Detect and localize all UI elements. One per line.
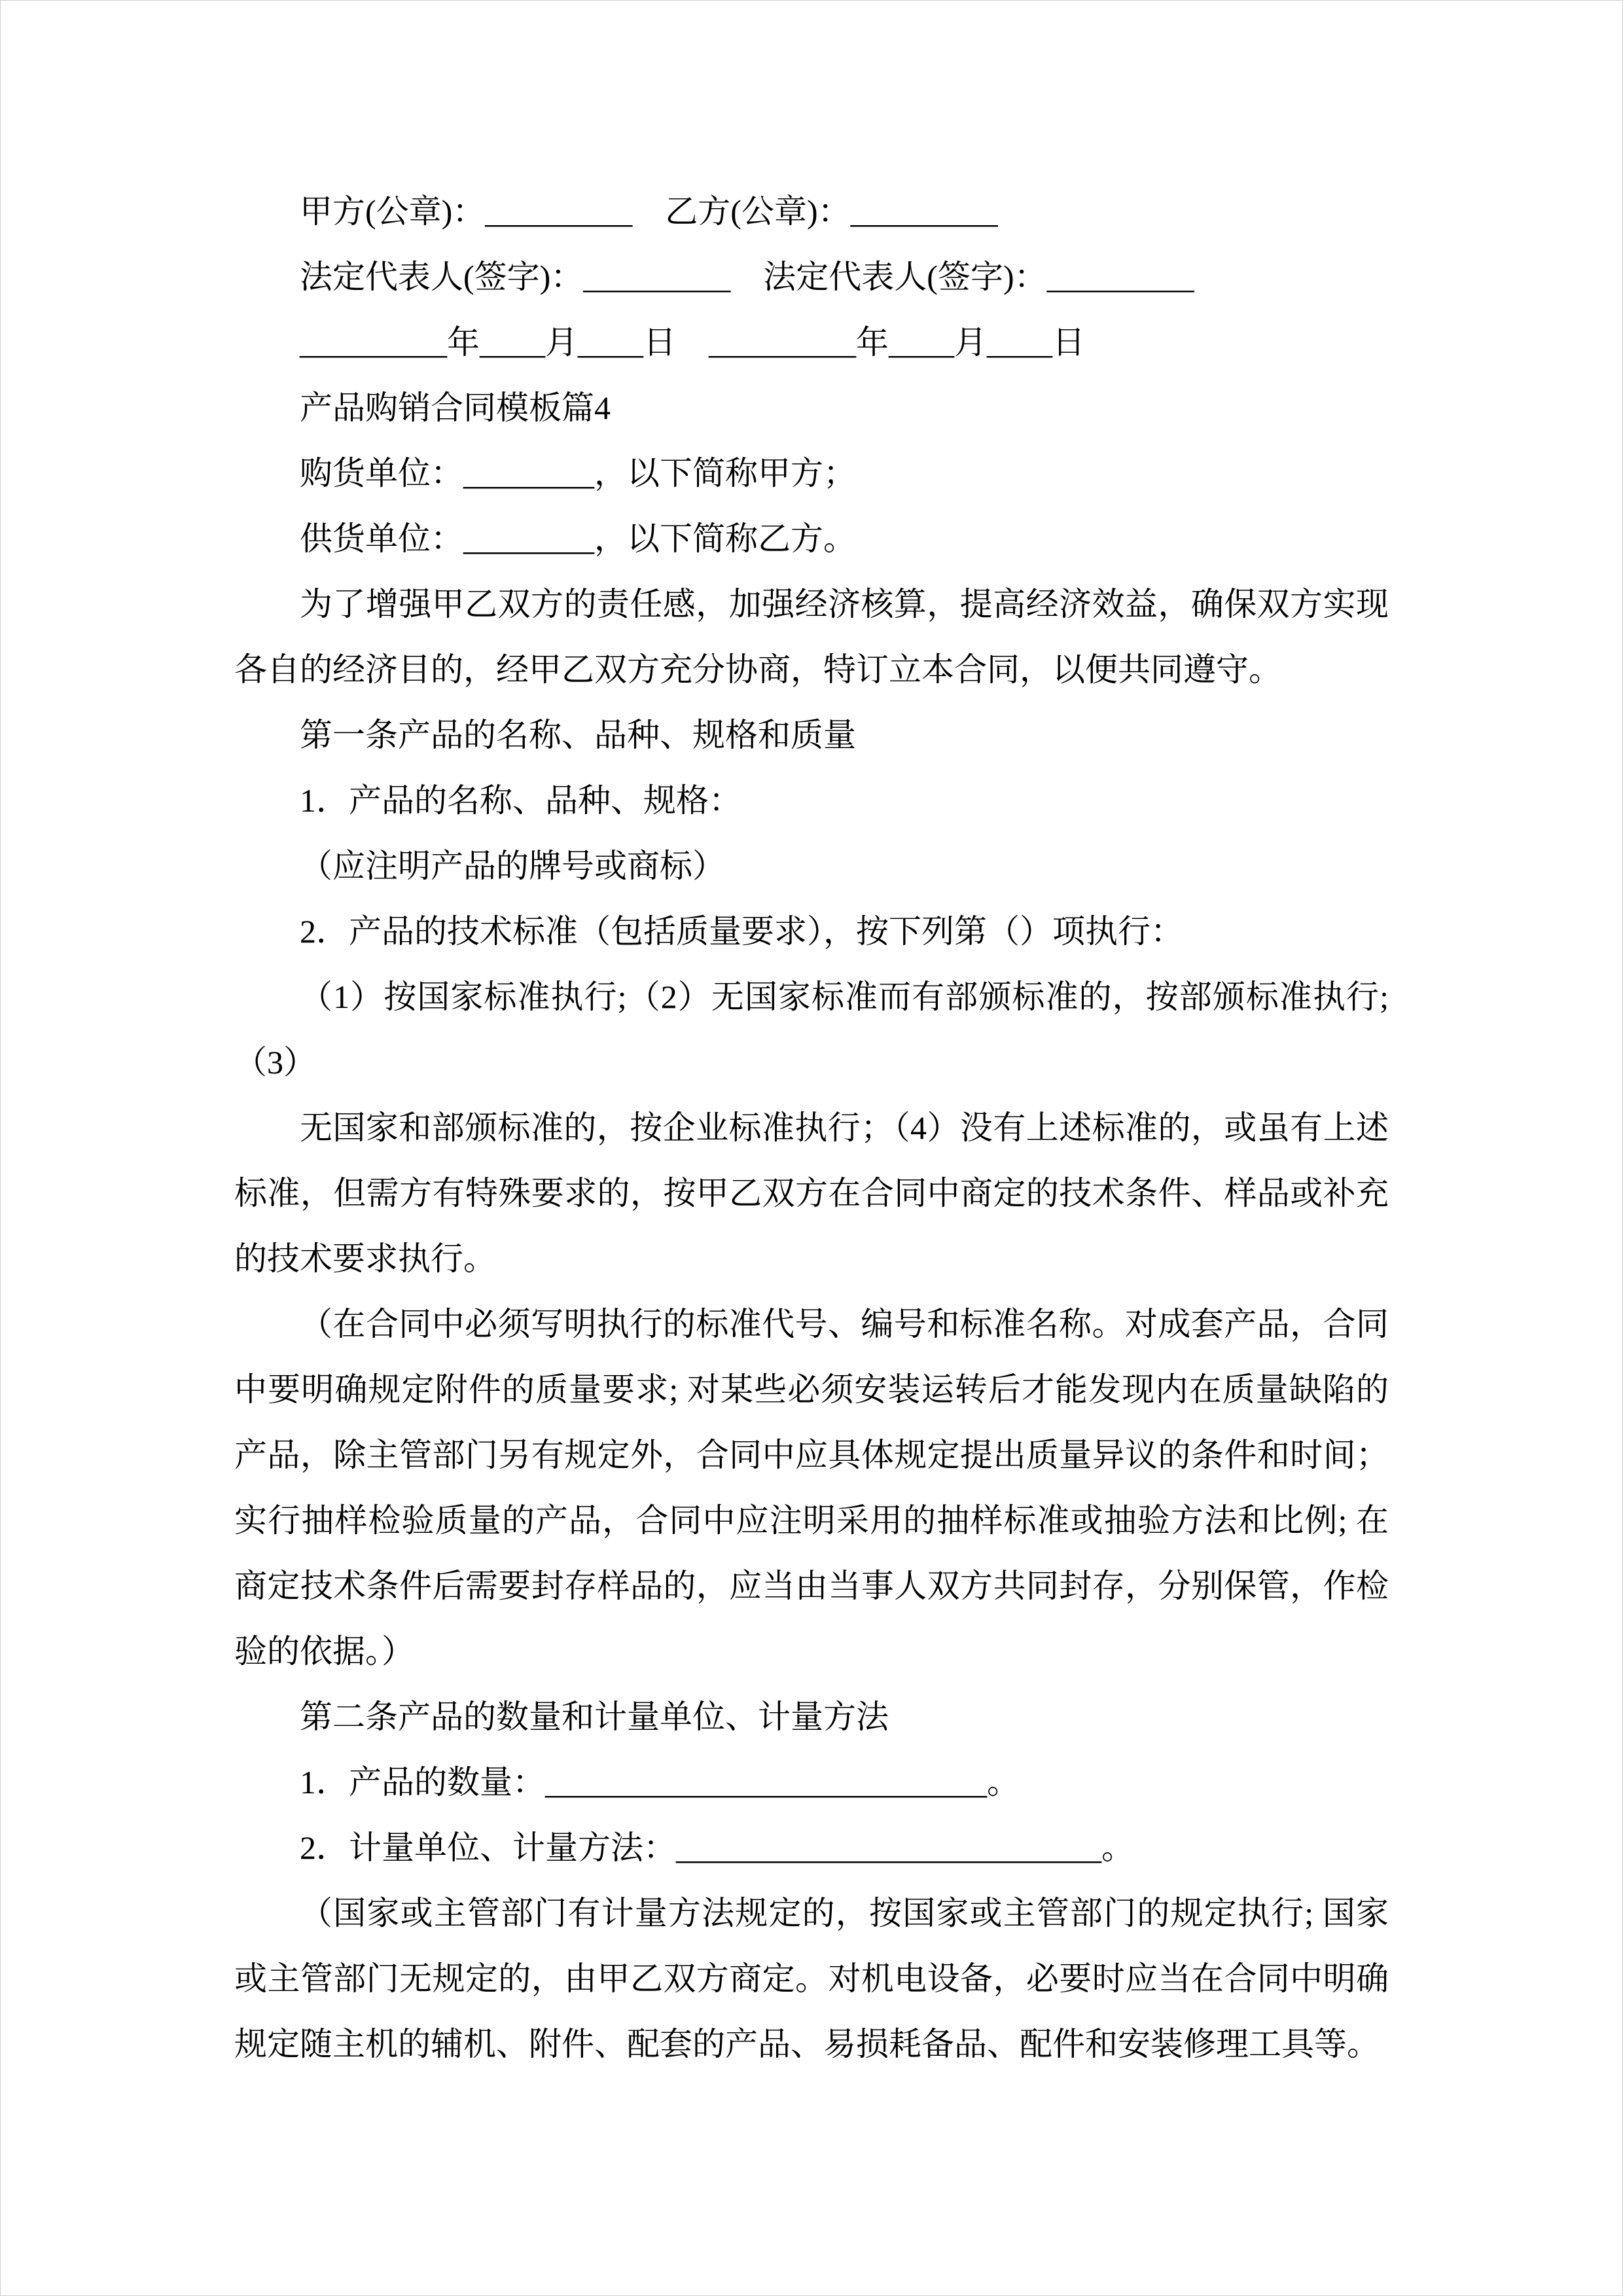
article2-heading: 第二条产品的数量和计量单位、计量方法 [300, 1698, 889, 1735]
date-line: _________年____月____日 _________年____月____日 [300, 324, 1085, 361]
legal-representative-line: 法定代表人(签字)：_________ 法定代表人(签字)：_________ [300, 259, 1194, 295]
article1-quality-note: （在合同中必须写明执行的标准代号、编号和标准名称。对成套产品，合同中要明确规定附件的质量要求; 对某些必须安装运转后才能发现内在质量缺陷的产品，除主管部门另有规定外，合同中应具体规定提出质量异议的条件和时间；实行抽样检验质量的产品，合同中应注明采用的抽样标准或抽验方法和比例; 在商定技术条件后需要封存样品的，应当由当事人双方共同封存，分别保管，作检验的依据。） [234, 1306, 1389, 1670]
article1-item2: 2．产品的技术标准（包括质量要求），按下列第（）项执行： [300, 913, 1183, 950]
buyer-line: 购货单位：________，以下简称甲方； [300, 455, 856, 492]
template-title: 产品购销合同模板篇4 [300, 389, 611, 426]
party-seal-line: 甲方(公章)：_________ 乙方(公章)：_________ [300, 193, 998, 230]
article1-item1-note: （应注明产品的牌号或商标） [300, 848, 725, 884]
article1-heading: 第一条产品的名称、品种、规格和质量 [300, 717, 856, 753]
preamble: 为了增强甲乙双方的责任感，加强经济核算，提高经济效益，确保双方实现各自的经济目的，经甲乙双方充分协商，特订立本合同，以便共同遵守。 [234, 586, 1389, 688]
article2-note: （国家或主管部门有计量方法规定的，按国家或主管部门的规定执行; 国家或主管部门无规定的，由甲乙双方商定。对机电设备，必要时应当在合同中明确规定随主机的辅机、附件、配套的产品、易损耗备品、配件和安装修理工具等。 [234, 1895, 1389, 2062]
contract-body [234, 179, 1389, 2077]
supplier-line: 供货单位：________，以下简称乙方。 [300, 520, 856, 557]
article1-standards-options-2: 无国家和部颁标准的，按企业标准执行；（4）没有上述标准的，或虽有上述标准，但需方有特殊要求的，按甲乙双方在合同中商定的技术条件、样品或补充的技术要求执行。 [234, 1109, 1389, 1277]
article2-item2: 2．计量单位、计量方法：__________________________。 [300, 1829, 1134, 1866]
article1-item1: 1．产品的名称、品种、规格： [300, 782, 741, 819]
article2-item1: 1．产品的数量：___________________________。 [300, 1764, 1020, 1801]
article1-standards-options-1: （1）按国家标准执行;（2）无国家标准而有部颁标准的，按部颁标准执行;（3） [234, 978, 1389, 1081]
